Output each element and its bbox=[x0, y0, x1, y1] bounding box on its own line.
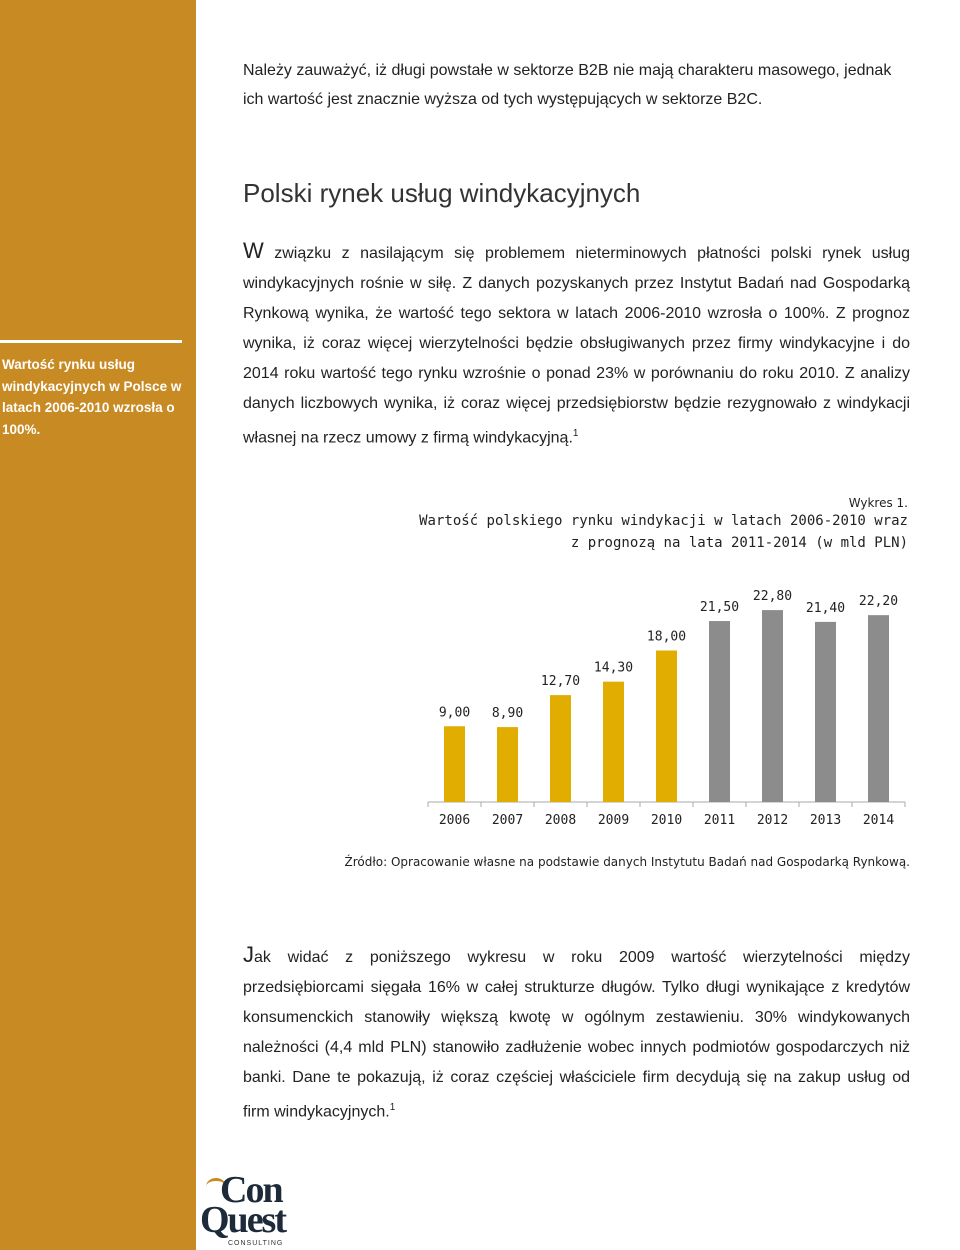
bar-2013 bbox=[815, 622, 836, 802]
bar-2008 bbox=[550, 695, 571, 802]
sidebar bbox=[0, 0, 196, 1250]
data-label-2012: 22,80 bbox=[752, 589, 793, 605]
data-label-2006: 9,00 bbox=[438, 705, 471, 721]
intro-paragraph: Należy zauważyć, iż długi powstałe w sektorze B2B nie mają charakteru masowego, jednak ich wartość jest znacznie wyższa od tych występujących w sektorze B2C. bbox=[243, 62, 892, 108]
data-label-2014: 22,20 bbox=[858, 594, 899, 610]
dropcap: W bbox=[243, 238, 264, 263]
category-label-2006: 2006 bbox=[438, 813, 471, 828]
category-label-2012: 2012 bbox=[756, 813, 789, 828]
footnote-ref[interactable]: 1 bbox=[572, 428, 579, 439]
sidebar-divider bbox=[0, 340, 182, 343]
chart-title-line2: z prognozą na lata 2011-2014 (w mld PLN) bbox=[570, 535, 908, 551]
bar-2012 bbox=[762, 610, 783, 802]
category-label-2008: 2008 bbox=[544, 813, 577, 828]
data-label-2013: 21,40 bbox=[805, 600, 846, 616]
paragraph-debt-structure bbox=[243, 940, 910, 1127]
paragraph-market bbox=[243, 236, 910, 453]
paragraph-text: związku z nasilającym się problemem nieterminowych płatności polski rynek usług windykacyjnych rośnie w siłę. Z danych pozyskanych przez Instytut Badań nad Gospodarką Rynkową wynika, że wartość tego sektora w latach 2006-2010 wzrosła o 100%. Z prognoz wynika, iż coraz więcej wierzytelności będzie obsługiwanych przez firmy windykacyjne i do 2014 roku wartość tego rynku wzrośnie o ponad 23% w porównaniu do roku 2010. Z analizy danych liczbowych wynika, iż coraz więcej przedsiębiorstw będzie rezygnowało z windykacji własnej na rzecz umowy z firmą windykacyjną. bbox=[243, 245, 910, 447]
category-label-2011: 2011 bbox=[703, 813, 736, 828]
bar-chart bbox=[420, 570, 910, 835]
category-label-2010: 2010 bbox=[650, 813, 683, 828]
logo-line1: Con bbox=[220, 1169, 282, 1211]
data-label-2008: 12,70 bbox=[540, 674, 581, 690]
bar-2007 bbox=[497, 727, 518, 802]
category-label-2009: 2009 bbox=[597, 813, 630, 828]
category-label-2014: 2014 bbox=[862, 813, 895, 828]
category-label-2013: 2013 bbox=[809, 813, 842, 828]
chart-title-line1: Wartość polskiego rynku windykacji w latach 2006-2010 wraz bbox=[419, 513, 908, 529]
data-label-2007: 8,90 bbox=[491, 706, 524, 722]
footnote-ref[interactable]: 1 bbox=[389, 1102, 396, 1113]
data-label-2011: 21,50 bbox=[699, 600, 740, 616]
data-label-2009: 14,30 bbox=[593, 660, 634, 676]
chart-caption: Wykres 1. bbox=[848, 496, 908, 510]
logo-line2: Quest bbox=[200, 1199, 285, 1241]
bar-2014 bbox=[868, 615, 889, 802]
data-label-2010: 18,00 bbox=[646, 629, 687, 645]
bar-2010 bbox=[656, 651, 677, 803]
category-label-2007: 2007 bbox=[491, 813, 524, 828]
sidebar-note: Wartość rynku usług windykacyjnych w Polsce w latach 2006-2010 wzrosła o 100%. bbox=[2, 357, 182, 437]
conquest-logo bbox=[198, 1169, 303, 1250]
bar-2011 bbox=[709, 621, 730, 802]
section-title: Polski rynek usług windykacyjnych bbox=[243, 178, 641, 208]
chart-source: Źródło: Opracowanie własne na podstawie danych Instytutu Badań nad Gospodarką Rynkową. bbox=[344, 855, 910, 869]
bar-2006 bbox=[444, 726, 465, 802]
bar-2009 bbox=[603, 682, 624, 802]
chart-title bbox=[380, 510, 908, 554]
logo-line3: CONSULTING bbox=[228, 1240, 284, 1247]
paragraph-text: ak widać z poniższego wykresu w roku 2009 wartość wierzytelności między przedsiębiorcami sięgała 16% w całej strukturze długów. Tylko długi wynikające z kredytów konsumenckich stanowiły większą kwotę w ogólnym zestawieniu. 30% windykowanych należności (4,4 mld PLN) stanowiło zadłużenie wobec innych podmiotów gospodarczych niż banki. Dane te pokazują, iż coraz częściej właściciele firm decydują się na zakup usług od firm windykacyjnych. bbox=[243, 949, 910, 1121]
dropcap: J bbox=[243, 942, 254, 967]
